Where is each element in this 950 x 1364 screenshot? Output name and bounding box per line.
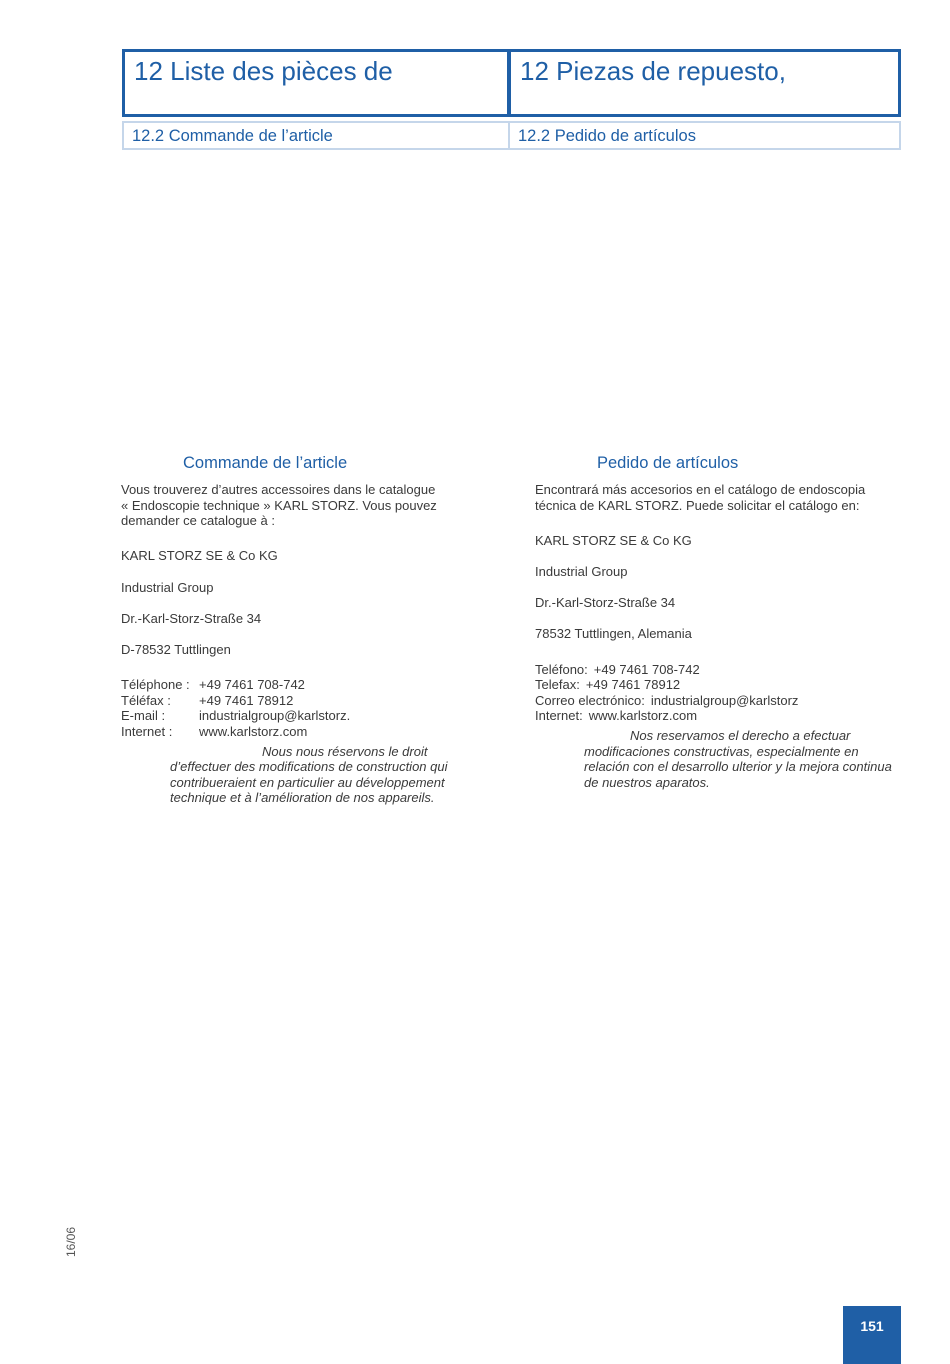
contact-label: Correo electrónico: [535, 692, 645, 708]
page-number: 151 [843, 1306, 901, 1364]
contact-block-es [535, 662, 915, 724]
address-block-fr [121, 533, 481, 673]
intro-text-es: Encontrará más accesorios en el catálogo de endoscopia técnica de KARL STORZ. Puede solicitar el catálogo en: [535, 482, 866, 513]
chapter-title-es: 12 Piezas de repuesto, [508, 49, 901, 117]
address-line: 78532 Tuttlingen, Alemania [535, 626, 692, 642]
contact-row [535, 677, 915, 693]
contact-value: www.karlstorz.com [588, 708, 698, 724]
intro-text-fr: Vous trouverez d’autres accessoires dans le catalogue « Endoscopie technique » KARL STORZ. Vous pouvez demander ce catalogue à : [121, 482, 437, 529]
address-block-es [535, 517, 915, 657]
section-title-es: 12.2 Pedido de artículos [508, 121, 901, 150]
contact-row [535, 708, 915, 724]
spanish-column [535, 453, 915, 790]
chapter-title-fr: 12 Liste des pièces de [122, 49, 510, 117]
date-code-text: 16/06 [64, 1226, 78, 1258]
contact-value: +49 7461 78912 [585, 677, 681, 693]
address-line: D-78532 Tuttlingen [121, 641, 231, 657]
contact-label: Téléphone : [121, 677, 190, 693]
contact-row [121, 724, 481, 740]
section-heading-fr: Commande de l’article [183, 454, 348, 472]
disclaimer-note-fr: Nous nous réservons le droit d’effectuer des modifications de construction qui contribueraient en particulier au développement technique et à l’amélioration de nos appareils. [170, 743, 448, 806]
contact-value: +49 7461 708-742 [199, 677, 305, 693]
address-line: Industrial Group [535, 563, 628, 579]
contact-row [121, 708, 481, 724]
french-column [121, 453, 481, 806]
contact-value: industrialgroup@karlstorz. [199, 708, 351, 724]
address-line: KARL STORZ SE & Co KG [535, 532, 692, 548]
contact-row [121, 693, 481, 709]
contact-label: Internet: [535, 708, 583, 724]
contact-value: industrialgroup@karlstorz [650, 692, 799, 708]
contact-label: Telefax: [535, 677, 580, 693]
contact-label: E-mail : [121, 708, 166, 724]
contact-value: +49 7461 708-742 [593, 661, 700, 677]
contact-row [535, 662, 915, 678]
date-code [60, 1222, 82, 1262]
section-title-fr: 12.2 Commande de l’article [122, 121, 510, 150]
contact-value: +49 7461 78912 [199, 692, 294, 708]
contact-row [535, 693, 915, 709]
address-line: KARL STORZ SE & Co KG [121, 548, 278, 564]
contact-value: www.karlstorz.com [199, 723, 308, 739]
section-heading-es: Pedido de artículos [597, 454, 739, 472]
address-line: Dr.-Karl-Storz-Straße 34 [535, 595, 676, 611]
contact-label: Internet : [121, 723, 173, 739]
address-line: Industrial Group [121, 579, 214, 595]
contact-row [121, 677, 481, 693]
address-line: Dr.-Karl-Storz-Straße 34 [121, 610, 262, 626]
contact-label: Téléfax : [121, 692, 171, 708]
contact-label: Teléfono: [535, 661, 588, 677]
disclaimer-note-es: Nos reservamos el derecho a efectuar modificaciones constructivas, especialmente en relación con el desarrollo ulterior y la mejora continua de nuestros aparatos. [584, 727, 892, 790]
contact-block-fr [121, 677, 481, 739]
